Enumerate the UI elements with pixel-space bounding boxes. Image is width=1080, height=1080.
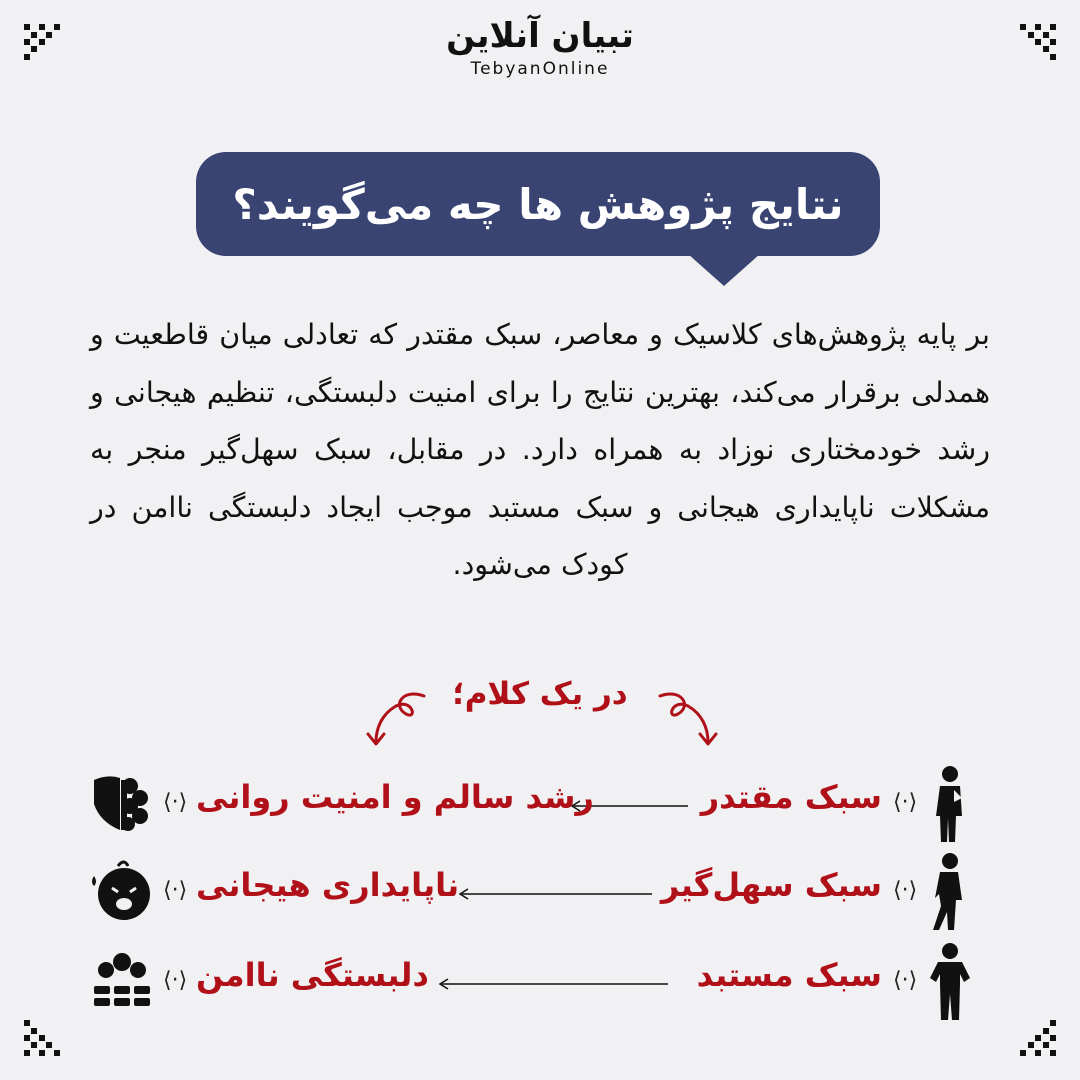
style-name: سبک مستبد	[696, 956, 882, 994]
arrow-left-icon	[438, 978, 670, 990]
outcome-text: دلبستگی ناامن	[196, 956, 429, 994]
summary-row	[0, 942, 1080, 1022]
summary-row	[0, 852, 1080, 932]
style-name: سبک مقتدر	[700, 778, 882, 816]
separated-people-icon	[88, 948, 154, 1014]
arrow-left-icon	[458, 888, 654, 900]
summary-heading: در یک کلام؛	[452, 676, 628, 712]
bullet-icon: ⟨·⟩	[893, 790, 918, 815]
shield-brain-icon	[88, 770, 154, 836]
body-paragraph: بر پایه پژوهش‌های کلاسیک و معاصر، سبک مقتدر که تعادلی میان قاطعیت و همدلی برقرار می‌کند، بهترین نتایج را برای امنیت دلبستگی، تنظیم هیجانی و رشد خودمختاری نوزاد به همراه دارد. در مقابل، سبک سهل‌گیر منجر به مشکلات ناپایداری هیجانی و سبک مستبد موجب ایجاد دلبستگی ناامن در کودک می‌شود.	[90, 318, 990, 581]
thinking-person-icon	[920, 764, 980, 844]
brand-logo	[0, 14, 1080, 80]
style-name: سبک سهل‌گیر	[660, 866, 882, 904]
relaxed-person-icon	[920, 852, 980, 932]
corner-pattern-icon	[1018, 1018, 1058, 1058]
outcome-text: ناپایداری هیجانی	[196, 866, 460, 904]
bullet-icon: ⟨·⟩	[163, 878, 188, 903]
brand-name-fa: تبیان آنلاین	[446, 16, 634, 56]
bullet-icon: ⟨·⟩	[163, 790, 188, 815]
corner-pattern-icon	[22, 1018, 62, 1058]
summary-row	[0, 764, 1080, 844]
bullet-icon: ⟨·⟩	[893, 968, 918, 993]
bullet-icon: ⟨·⟩	[893, 878, 918, 903]
title-bubble	[196, 152, 880, 256]
outcome-text: رشد سالم و امنیت روانی	[196, 778, 594, 816]
swirl-arrow-icon	[652, 684, 722, 754]
bullet-icon: ⟨·⟩	[163, 968, 188, 993]
brand-name-en: TebyanOnline	[470, 59, 610, 79]
page-title: نتایج پژوهش ها چه می‌گویند؟	[232, 179, 844, 229]
crying-baby-icon	[88, 858, 154, 924]
strict-person-icon	[920, 942, 980, 1022]
